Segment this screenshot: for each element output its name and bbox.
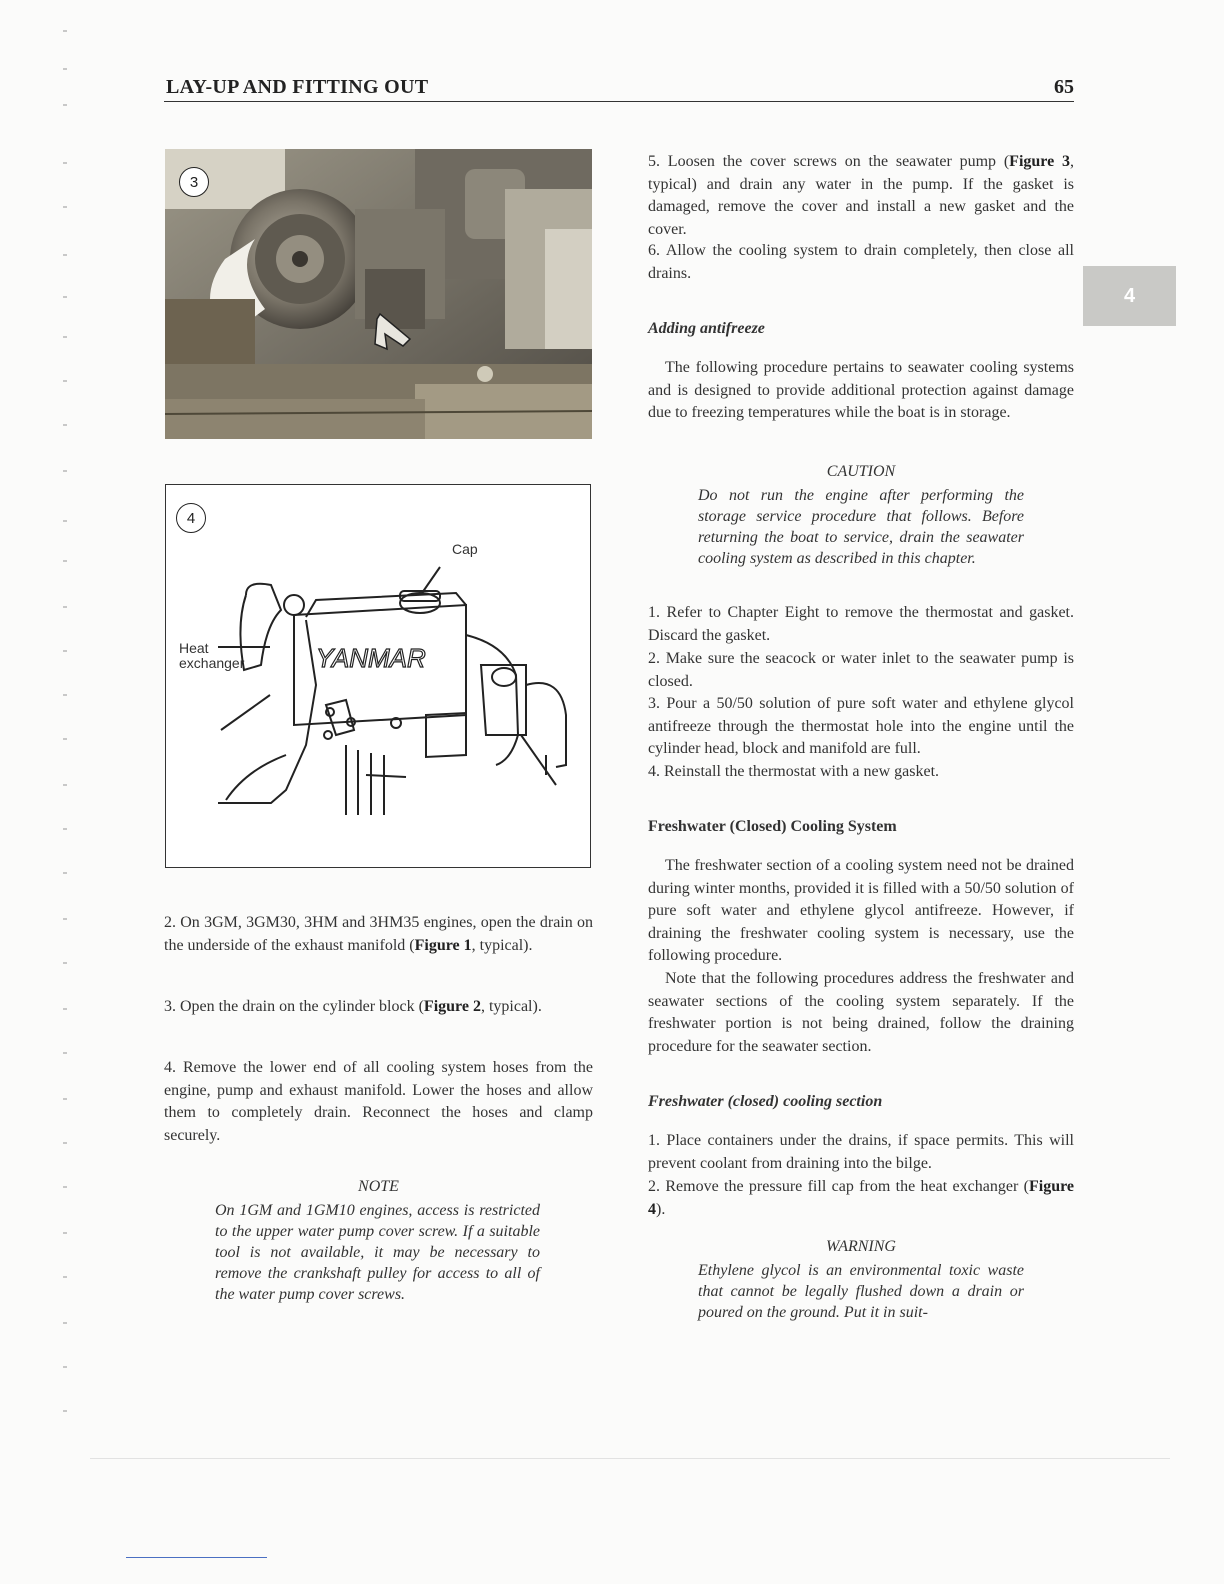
figure-1-ref: Figure 1 [414,936,472,954]
warning-body: Ethylene glycol is an environmental toxic waste that cannot be legally flushed down a drain or poured on the ground. Put it in suit- [698,1262,1024,1321]
engine-photo-image [165,149,592,439]
heat-label: Heat [179,640,209,656]
cap-label: Cap [452,541,478,557]
antifreeze-step-3: 3. Pour a 50/50 solution of pure soft water and ethylene glycol antifreeze through the thermostat hole into the engine until the cylinder head, block and manifold are full. [648,695,1074,757]
bottom-scan-line [90,1458,1170,1459]
antifreeze-step-2: 2. Make sure the seacock or water inlet to the seawater pump is closed. [648,650,1074,690]
figure-3-number: 3 [179,167,209,197]
page-number: 65 [1054,76,1074,98]
step-5-paragraph [648,151,1074,241]
figure-2-ref: Figure 2 [423,998,481,1015]
figure-3-ref: Figure 3 [1009,153,1070,170]
freshwater-section-heading: Freshwater (closed) cooling section [648,1093,883,1110]
figure-4-ref: Figure 4 [648,1178,1074,1218]
note-body: On 1GM and 1GM10 engines, access is restricted to the upper water pump cover screw. If a suitable tool is not available, it may be necessary to remove the crankshaft pulley for access to all of the water pump cover screws. [215,1202,540,1303]
freshwater-system-heading: Freshwater (Closed) Cooling System [648,818,897,835]
step-2-tail: , typical). [471,936,533,954]
step-3-tail: , typical). [480,998,542,1015]
freshwater-step-1: 1. Place containers under the drains, if space permits. This will prevent coolant from draining into the bilge. [648,1132,1074,1172]
step-2-text: 2. On 3GM, 3GM30, 3HM and 3HM35 engines, open the drain on the underside of the exhaust manifold ( [164,914,593,954]
fs-step-2-text: 2. Remove the pressure fill cap from the heat exchanger ( [648,1178,1029,1195]
warning-title: WARNING [826,1238,896,1255]
scan-margin-marks [0,0,80,1584]
scan-blue-line [126,1557,267,1558]
caution-body: Do not run the engine after performing the storage service procedure that follows. Before returning the boat to service, drain the seawater cooling system as described in this chapter. [698,487,1024,567]
freshwater-body-2: Note that the following procedures address the freshwater and seawater sections of the cooling system separately. If the freshwater portion is not being drained, follow the draining procedure for the seawater section. [648,970,1074,1055]
step-5-tail: , typical) and drain any water in the pump. If the gasket is damaged, remove the cover and install a new gasket and the cover. [648,153,1074,238]
freshwater-step-2 [648,1176,1074,1221]
running-header-title: LAY-UP AND FITTING OUT [166,76,429,98]
fs-step-2-tail: ). [656,1200,666,1218]
yanmar-brand-text: YANMAR [316,643,426,673]
freshwater-body-1: The freshwater section of a cooling system need not be drained during winter months, provided it is filled with a 50/50 solution of pure soft water and ethylene glycol antifreeze. However, if draining the freshwater cooling system is necessary, use the following procedure. [648,857,1074,964]
step-3-text: 3. Open the drain on the cylinder block ( [164,998,424,1015]
chapter-tab: 4 [1083,266,1176,326]
figure-3-photo [165,149,592,439]
step-3-paragraph [164,996,593,1019]
caution-title: CAUTION [826,463,896,480]
note-title: NOTE [358,1178,399,1195]
figure-4-number: 4 [176,503,206,533]
step-2-paragraph [164,912,593,957]
figure-4-drawing [165,484,591,868]
step-5-text: 5. Loosen the cover screws on the seawater pump ( [648,153,1010,170]
adding-antifreeze-body: The following procedure pertains to seawater cooling systems and is designed to provide additional protection against damage due to freezing temperatures while the boat is in storage. [648,359,1074,421]
antifreeze-step-1: 1. Refer to Chapter Eight to remove the thermostat and gasket. Discard the gasket. [648,604,1074,644]
step-6-paragraph: 6. Allow the cooling system to drain completely, then close all drains. [648,242,1074,282]
adding-antifreeze-heading: Adding antifreeze [648,320,765,337]
exchanger-label: exchanger [179,655,245,671]
antifreeze-step-4: 4. Reinstall the thermostat with a new gasket. [648,763,940,780]
header-rule [164,101,1074,102]
step-4-paragraph: 4. Remove the lower end of all cooling system hoses from the engine, pump and exhaust manifold. Lower the hoses and allow them to completely drain. Reconnect the hoses and clamp securely. [164,1059,593,1144]
engine-line-drawing [166,485,589,866]
